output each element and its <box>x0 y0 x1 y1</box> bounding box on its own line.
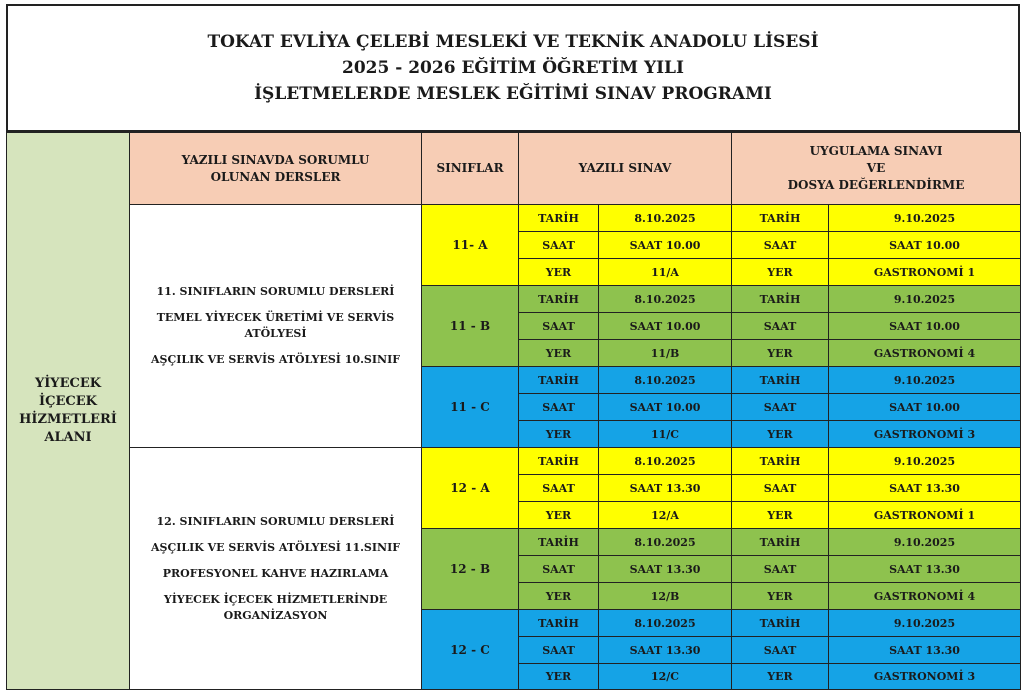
class-name-cell: 12 - B <box>422 529 519 610</box>
practical-place-label: YER <box>732 502 829 529</box>
practical-place-label: YER <box>732 259 829 286</box>
written-date-label: TARİH <box>519 367 599 394</box>
practical-date-label: TARİH <box>732 367 829 394</box>
lesson-line: TEMEL YİYECEK ÜRETİMİ VE SERVİS ATÖLYESİ <box>156 311 395 340</box>
practical-date-value: 9.10.2025 <box>829 610 1021 637</box>
practical-date-label: TARİH <box>732 448 829 475</box>
schedule-row <box>7 205 1021 232</box>
practical-place-value: GASTRONOMİ 1 <box>829 502 1021 529</box>
written-time-label: SAAT <box>519 637 599 664</box>
written-time-label: SAAT <box>519 232 599 259</box>
written-date-label: TARİH <box>519 205 599 232</box>
written-time-value: SAAT 10.00 <box>599 394 732 421</box>
written-date-value: 8.10.2025 <box>599 610 732 637</box>
class-name-cell: 11- A <box>422 205 519 286</box>
practical-date-label: TARİH <box>732 610 829 637</box>
practical-place-value: GASTRONOMİ 4 <box>829 340 1021 367</box>
practical-place-value: GASTRONOMİ 3 <box>829 421 1021 448</box>
practical-date-value: 9.10.2025 <box>829 205 1021 232</box>
practical-header-line-2: VE <box>866 161 886 175</box>
written-date-label: TARİH <box>519 286 599 313</box>
written-date-value: 8.10.2025 <box>599 286 732 313</box>
lessons-header-line-2: OLUNAN DERSLER <box>210 169 341 184</box>
practical-date-value: 9.10.2025 <box>829 448 1021 475</box>
practical-time-label: SAAT <box>732 556 829 583</box>
practical-place-value: GASTRONOMİ 4 <box>829 583 1021 610</box>
written-place-value: 11/C <box>599 421 732 448</box>
written-place-value: 11/B <box>599 340 732 367</box>
written-place-label: YER <box>519 502 599 529</box>
practical-place-label: YER <box>732 664 829 690</box>
written-place-label: YER <box>519 664 599 690</box>
practical-time-label: SAAT <box>732 232 829 259</box>
written-date-label: TARİH <box>519 610 599 637</box>
written-date-label: TARİH <box>519 448 599 475</box>
written-place-label: YER <box>519 259 599 286</box>
written-time-label: SAAT <box>519 313 599 340</box>
practical-place-value: GASTRONOMİ 1 <box>829 259 1021 286</box>
practical-date-value: 9.10.2025 <box>829 286 1021 313</box>
practical-time-value: SAAT 10.00 <box>829 232 1021 259</box>
practical-exam-header <box>732 133 1021 205</box>
practical-date-label: TARİH <box>732 529 829 556</box>
lessons-cell-12 <box>130 448 422 690</box>
practical-time-value: SAAT 13.30 <box>829 637 1021 664</box>
practical-time-label: SAAT <box>732 475 829 502</box>
written-exam-header: YAZILI SINAV <box>519 133 732 205</box>
document-title: İŞLETMELERDE MESLEK EĞİTİMİ SINAV PROGRAMI <box>254 84 772 104</box>
practical-place-value: GASTRONOMİ 3 <box>829 664 1021 690</box>
practical-date-value: 9.10.2025 <box>829 367 1021 394</box>
practical-date-label: TARİH <box>732 286 829 313</box>
practical-time-value: SAAT 13.30 <box>829 475 1021 502</box>
field-label-cell <box>7 133 130 690</box>
written-place-value: 12/B <box>599 583 732 610</box>
lesson-line: 12. SINIFLARIN SORUMLU DERSLERİ <box>156 514 395 528</box>
practical-place-label: YER <box>732 583 829 610</box>
written-time-value: SAAT 10.00 <box>599 232 732 259</box>
practical-time-label: SAAT <box>732 394 829 421</box>
field-label-line-2: İÇECEK <box>39 394 97 409</box>
lesson-line: AŞÇILIK VE SERVİS ATÖLYESİ 10.SINIF <box>150 353 401 366</box>
practical-date-value: 9.10.2025 <box>829 529 1021 556</box>
lesson-line: PROFESYONEL KAHVE HAZIRLAMA <box>162 566 389 580</box>
academic-year: 2025 - 2026 EĞİTİM ÖĞRETİM YILI <box>342 58 684 78</box>
written-place-value: 11/A <box>599 259 732 286</box>
written-date-value: 8.10.2025 <box>599 448 732 475</box>
class-name-cell: 12 - A <box>422 448 519 529</box>
practical-time-value: SAAT 10.00 <box>829 313 1021 340</box>
written-time-label: SAAT <box>519 394 599 421</box>
lesson-line: YİYECEK İÇECEK HİZMETLERİNDE ORGANİZASYON <box>163 592 388 622</box>
practical-place-label: YER <box>732 421 829 448</box>
school-name: TOKAT EVLİYA ÇELEBİ MESLEKİ VE TEKNİK ANADOLU LİSESİ <box>207 32 819 52</box>
lessons-header <box>130 133 422 205</box>
class-name-cell: 12 - C <box>422 610 519 690</box>
written-time-label: SAAT <box>519 475 599 502</box>
practical-time-value: SAAT 10.00 <box>829 394 1021 421</box>
written-time-label: SAAT <box>519 556 599 583</box>
practical-place-label: YER <box>732 340 829 367</box>
schedule-row <box>7 448 1021 475</box>
written-place-value: 12/C <box>599 664 732 690</box>
practical-header-line-3: DOSYA DEĞERLENDİRME <box>787 178 965 192</box>
field-label-line-3: HİZMETLERİ <box>19 412 117 427</box>
written-place-label: YER <box>519 421 599 448</box>
written-date-label: TARİH <box>519 529 599 556</box>
written-date-value: 8.10.2025 <box>599 367 732 394</box>
written-place-label: YER <box>519 340 599 367</box>
practical-time-label: SAAT <box>732 637 829 664</box>
lesson-line: AŞÇILIK VE SERVİS ATÖLYESİ 11.SINIF <box>150 540 401 554</box>
practical-time-label: SAAT <box>732 313 829 340</box>
written-place-label: YER <box>519 583 599 610</box>
written-time-value: SAAT 10.00 <box>599 313 732 340</box>
practical-time-value: SAAT 13.30 <box>829 556 1021 583</box>
practical-header-line-1: UYGULAMA SINAVI <box>809 144 943 158</box>
lessons-header-line-1: YAZILI SINAVDA SORUMLU <box>181 152 370 167</box>
written-date-value: 8.10.2025 <box>599 529 732 556</box>
lesson-line: 11. SINIFLARIN SORUMLU DERSLERİ <box>156 285 395 298</box>
practical-date-label: TARİH <box>732 205 829 232</box>
class-name-cell: 11 - B <box>422 286 519 367</box>
written-place-value: 12/A <box>599 502 732 529</box>
exam-schedule-table <box>6 132 1021 690</box>
class-name-cell: 11 - C <box>422 367 519 448</box>
lessons-cell-11 <box>130 205 422 448</box>
written-time-value: SAAT 13.30 <box>599 556 732 583</box>
written-time-value: SAAT 13.30 <box>599 637 732 664</box>
field-label-line-4: ALANI <box>44 430 92 445</box>
written-time-value: SAAT 13.30 <box>599 475 732 502</box>
document-header <box>6 4 1020 132</box>
field-label-line-1: YİYECEK <box>34 376 102 391</box>
written-date-value: 8.10.2025 <box>599 205 732 232</box>
classes-header: SINIFLAR <box>422 133 519 205</box>
